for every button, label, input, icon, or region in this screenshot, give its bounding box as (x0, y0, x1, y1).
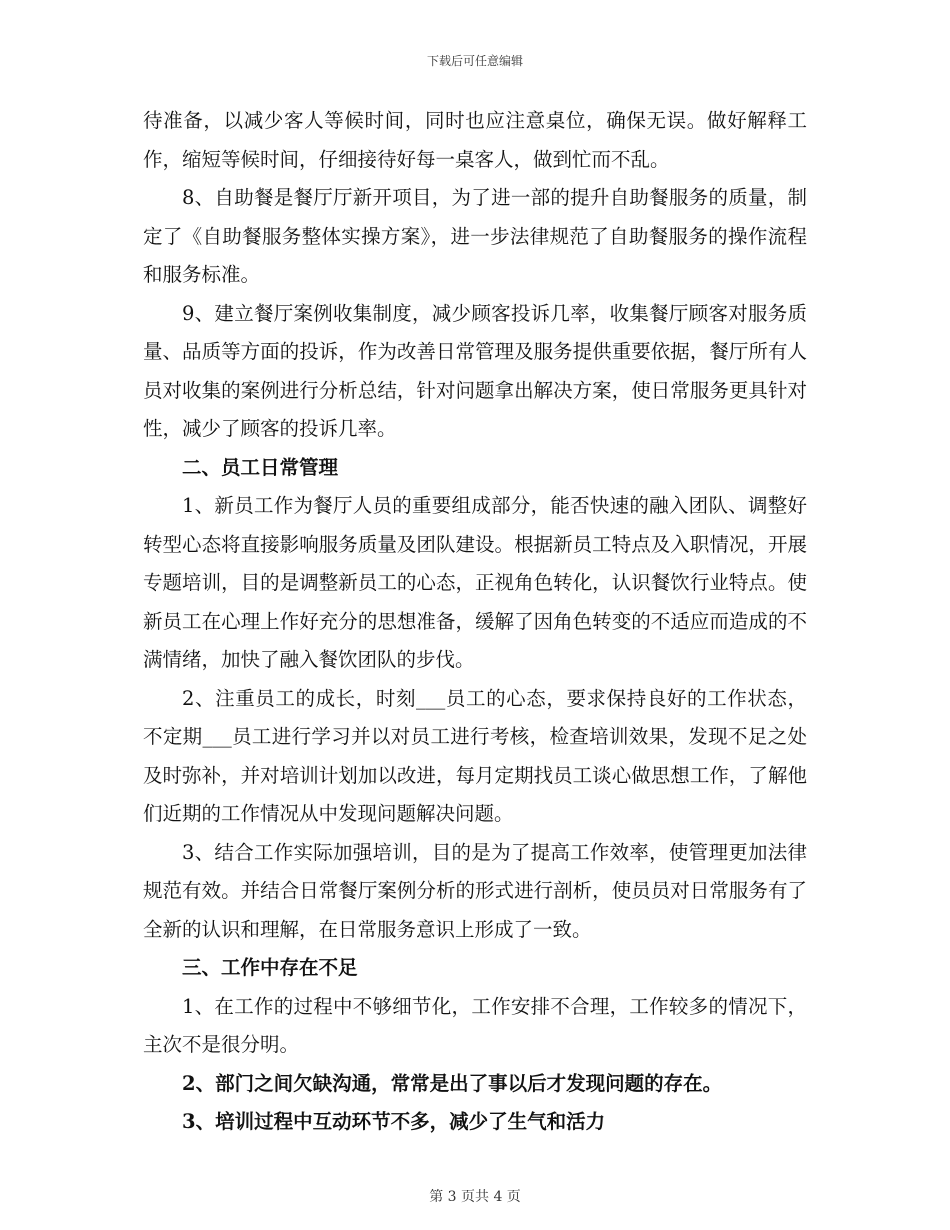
paragraph-staff-3: 3、结合工作实际加强培训，目的是为了提高工作效率，使管理更加法律规范有效。并结合日常餐厅案例分析的形式进行剖析，使员员对日常服务有了全新的认识和理解，在日常服务意识上形成了一致。 (143, 840, 807, 941)
paragraph-item-8: 8、自助餐是餐厅厅新开项目，为了进一部的提升自助餐服务的质量，制定了《自助餐服务整体实操方案》，进一步法律规范了自助餐服务的操作流程和服务标准。 (143, 186, 807, 286)
paragraph-continued: 待准备，以减少客人等候时间，同时也应注意桌位，确保无误。做好解释工作，缩短等候时间，仔细接待好每一桌客人，做到忙而不乱。 (143, 109, 807, 171)
paragraph-shortcoming-2: 2、部门之间欠缺沟通，常常是出了事以后才发现问题的存在。 (182, 1071, 723, 1095)
document-body (143, 102, 807, 1142)
paragraph-shortcoming-1: 1、在工作的过程中不够细节化，工作安排不合理，工作较多的情况下，主次不是很分明。 (143, 994, 807, 1056)
paragraph-staff-1: 1、新员工作为餐厅人员的重要组成部分，能否快速的融入团队、调整好转型心态将直接影响服务质量及团队建设。根据新员工特点及入职情况，开展专题培训，目的是调整新员工的心态，正视角色转化，认识餐饮行业特点。使新员工在心理上作好充分的思想准备，缓解了因角色转变的不适应而造成的不满情绪，加快了融入餐饮团队的步伐。 (143, 494, 807, 671)
page-header: 下载后可任意编辑 (426, 54, 523, 68)
section-heading-3: 三、工作中存在不足 (182, 956, 358, 979)
page-footer: 第 3 页共 4 页 (429, 1189, 521, 1205)
section-heading-2: 二、员工日常管理 (182, 455, 339, 479)
paragraph-item-9: 9、建立餐厅案例收集制度，减少顾客投诉几率，收集餐厅顾客对服务质量、品质等方面的投诉，作为改善日常管理及服务提供重要依据，餐厅所有人员对收集的案例进行分析总结，针对问题拿出解决方案，使日常服务更具针对性，减少了顾客的投诉几率。 (143, 301, 807, 440)
paragraph-staff-2: 2、注重员工的成长，时刻___员工的心态，要求保持良好的工作状态，不定期___员工进行学习并以对员工进行考核，检查培训效果，发现不足之处及时弥补，并对培训计划加以改进，每月定期找员工谈心做思想工作，了解他们近期的工作情况从中发现问题解决问题。 (143, 686, 807, 825)
paragraph-shortcoming-3: 3、培训过程中互动环节不多，减少了生气和活力 (182, 1110, 606, 1133)
